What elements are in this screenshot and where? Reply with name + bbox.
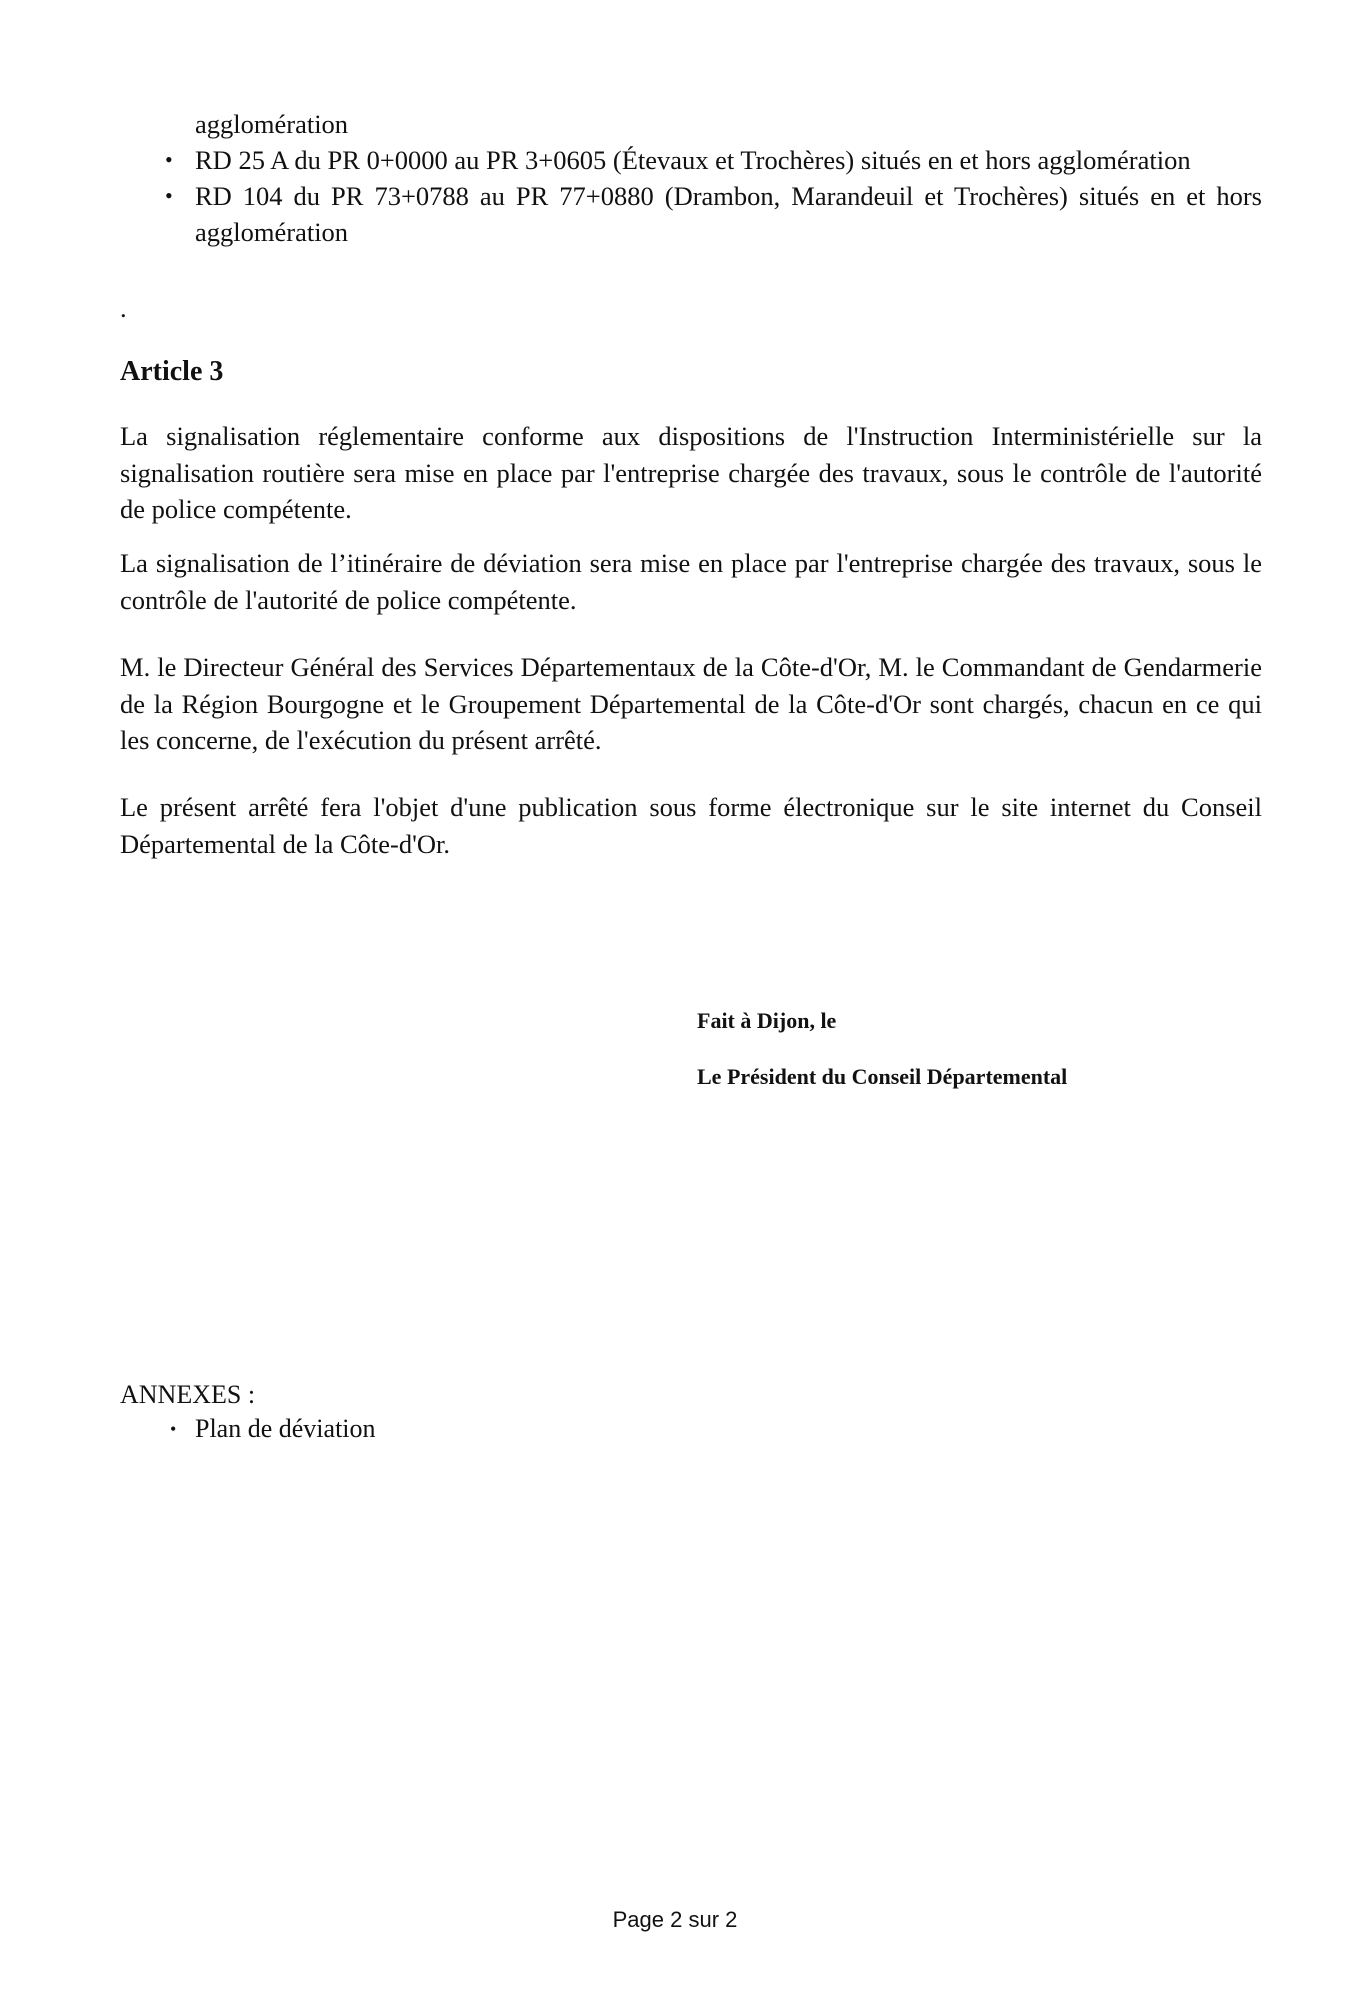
list-continuation: agglomération — [195, 109, 349, 139]
paragraph-deviation: La signalisation de l’itinéraire de déviation sera mise en place par l'entreprise chargée des travaux, sous le contrôle de l'autorité de police compétente. — [120, 548, 1262, 615]
annex-text: Plan de déviation — [195, 1414, 376, 1443]
bullet-icon: • — [170, 1419, 177, 1439]
routes-list — [120, 142, 1262, 250]
route-text: RD 25 A du PR 0+0000 au PR 3+0605 (Étevaux et Trochères) situés en et hors agglomération — [195, 145, 1191, 175]
bullet-icon: • — [165, 147, 173, 172]
article-heading: Article 3 — [120, 356, 224, 387]
bullet-icon: • — [165, 183, 173, 208]
stray-period: . — [120, 293, 127, 323]
list-item — [120, 142, 1262, 178]
route-text: RD 104 du PR 73+0788 au PR 77+0880 (Drambon, Marandeuil et Trochères) situés en et hors agglomération — [195, 181, 1262, 247]
paragraph-signalisation: La signalisation réglementaire conforme aux dispositions de l'Instruction Interministérielle sur la signalisation routière sera mise en place par l'entreprise chargée des travaux, sous le contrôle de l'autorité de police compétente. — [120, 421, 1262, 524]
paragraph-execution: M. le Directeur Général des Services Départementaux de la Côte-d'Or, M. le Commandant de Gendarmerie de la Région Bourgogne et le Groupement Départemental de la Côte-d'Or sont chargés, chacun en ce qui les concerne, de l'exécution du présent arrêté. — [120, 652, 1262, 755]
signature-place-date: Fait à Dijon, le — [697, 1008, 837, 1033]
paragraph-publication: Le présent arrêté fera l'objet d'une publication sous forme électronique sur le site internet du Conseil Départemental de la Côte-d'Or. — [120, 792, 1262, 859]
list-item — [120, 178, 1262, 250]
annexes-list — [120, 1412, 376, 1446]
signature-signatory: Le Président du Conseil Départemental — [697, 1064, 1068, 1089]
list-item — [120, 1412, 376, 1446]
annexes-heading: ANNEXES : — [120, 1380, 256, 1409]
page-number: Page 2 sur 2 — [612, 1907, 738, 1932]
